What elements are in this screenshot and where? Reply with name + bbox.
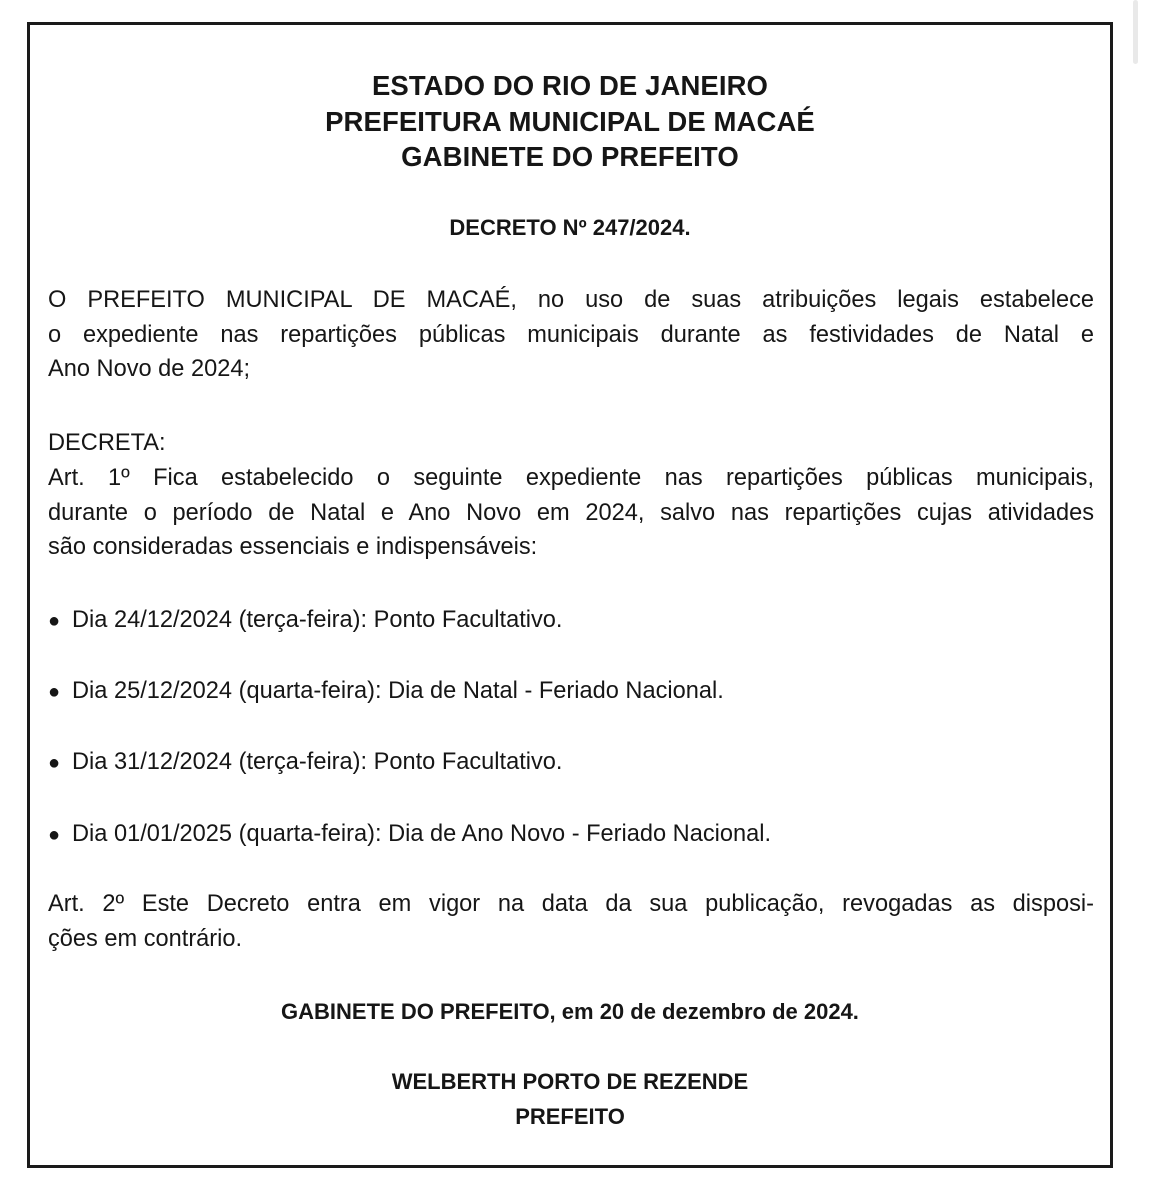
schedule-item-text: Dia 25/12/2024 (quarta-feira): Dia de Natal - Feriado Nacional. xyxy=(72,678,724,704)
article-2-line: ções em contrário. xyxy=(48,925,243,952)
preamble-line: Ano Novo de 2024; xyxy=(48,356,251,382)
preamble-paragraph xyxy=(48,283,1094,387)
header-state: ESTADO DO RIO DE JANEIRO xyxy=(371,70,769,101)
bullet-dot-icon: ● xyxy=(48,610,61,632)
preamble-line: o expediente nas repartições públicas municipais durante as festividades de Natal e xyxy=(48,321,1094,348)
article-2-paragraph xyxy=(48,887,1094,956)
decree-document xyxy=(27,22,1113,1168)
article-1-line: são consideradas essenciais e indispensáveis: xyxy=(48,534,538,560)
header-city-hall: PREFEITURA MUNICIPAL DE MACAÉ xyxy=(325,106,815,137)
schedule-item-text: Dia 31/12/2024 (terça-feira): Ponto Facultativo. xyxy=(72,749,563,775)
schedule-item-text: Dia 01/01/2025 (quarta-feira): Dia de Ano Novo - Feriado Nacional. xyxy=(72,821,772,847)
article-1-line: Art. 1º Fica estabelecido o seguinte expediente nas repartições públicas municipais, xyxy=(48,465,1094,491)
header-office: GABINETE DO PREFEITO xyxy=(401,141,739,172)
schedule-item xyxy=(48,674,1094,709)
decree-title: DECRETO Nº 247/2024. xyxy=(449,215,691,240)
schedule-item-text: Dia 24/12/2024 (terça-feira): Ponto Facultativo. xyxy=(72,607,563,633)
bullet-dot-icon: ● xyxy=(48,752,61,774)
signatory-title: PREFEITO xyxy=(515,1104,625,1129)
schedule-item xyxy=(48,603,1094,638)
article-2-line: Art. 2º Este Decreto entra em vigor na data da sua publicação, revogadas as disposi- xyxy=(48,891,1094,917)
decreta-label: DECRETA: xyxy=(48,430,166,456)
bullet-dot-icon: ● xyxy=(48,681,61,703)
preamble-line: O PREFEITO MUNICIPAL DE MACAÉ, no uso de suas atribuições legais estabelece xyxy=(48,287,1094,313)
schedule-item xyxy=(48,817,1094,852)
signatory-name: WELBERTH PORTO DE REZENDE xyxy=(391,1069,749,1094)
scrollbar-thumb[interactable] xyxy=(1133,0,1138,64)
closing-place-date: GABINETE DO PREFEITO, em 20 de dezembro de 2024. xyxy=(281,999,859,1024)
article-1-line: durante o período de Natal e Ano Novo em 2024, salvo nas repartições cujas atividades xyxy=(48,499,1094,526)
article-1-paragraph xyxy=(48,461,1094,565)
bullet-dot-icon: ● xyxy=(48,824,61,846)
schedule-item xyxy=(48,745,1094,780)
